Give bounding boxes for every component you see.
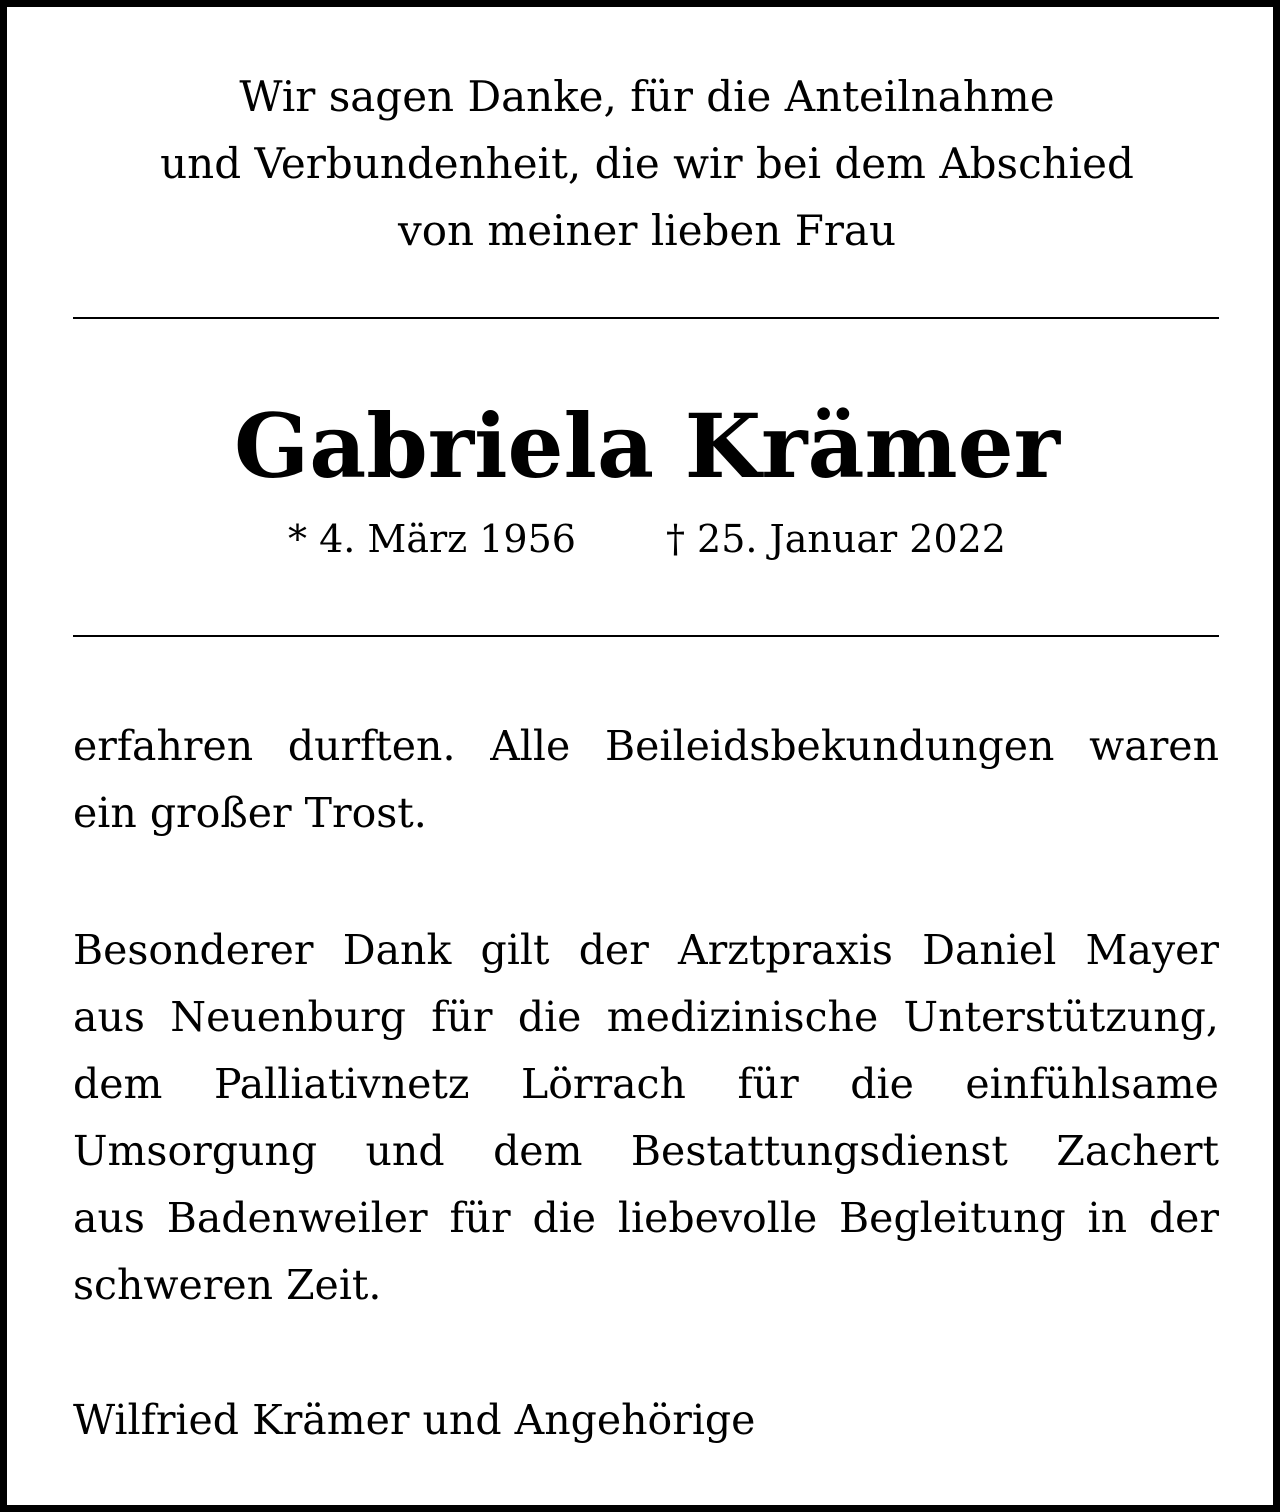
deceased-name: Gabriela Krämer: [234, 394, 1060, 498]
word: dem: [493, 1127, 583, 1175]
word: aus: [73, 993, 145, 1041]
word: Begleitung: [839, 1194, 1066, 1242]
word: waren: [1089, 722, 1219, 770]
word: Alle: [490, 722, 571, 770]
word: Daniel: [922, 926, 1057, 974]
word: erfahren: [73, 722, 254, 770]
word: die: [517, 993, 582, 1041]
bottom-divider: [73, 635, 1219, 637]
special-thanks-paragraph: [73, 917, 1219, 1319]
intro-text: [67, 63, 1227, 264]
life-dates: [67, 515, 1227, 563]
word: der: [578, 926, 649, 974]
thanks-paragraph: [73, 713, 1219, 847]
justified-line: [73, 713, 1219, 780]
word: Neuenburg: [170, 993, 406, 1041]
word: Umsorgung: [73, 1127, 318, 1175]
signature: [73, 1387, 1219, 1454]
word: aus: [73, 1194, 145, 1242]
signature-line: Wilfried Krämer und Angehörige: [73, 1396, 756, 1444]
word: Beileidsbekundungen: [605, 722, 1055, 770]
intro-line: Wir sagen Danke, für die Anteilnahme: [239, 72, 1055, 121]
word: Unterstützung,: [903, 993, 1219, 1041]
word: durften.: [287, 722, 456, 770]
word: für: [449, 1194, 511, 1242]
word: einfühlsame: [965, 1060, 1219, 1108]
death-date: † 25. Januar 2022: [665, 517, 1006, 561]
justified-line: [73, 984, 1219, 1051]
text-line: schweren Zeit.: [73, 1261, 382, 1309]
word: und: [365, 1127, 445, 1175]
word: Bestattungsdienst: [630, 1127, 1008, 1175]
intro-line: von meiner lieben Frau: [397, 206, 897, 255]
intro-line: und Verbundenheit, die wir bei dem Abschied: [160, 139, 1134, 188]
word: Besonderer: [73, 926, 314, 974]
word: gilt: [480, 926, 550, 974]
word: die: [532, 1194, 597, 1242]
word: liebevolle: [617, 1194, 818, 1242]
word: Palliativnetz: [213, 1060, 470, 1108]
word: dem: [73, 1060, 163, 1108]
justified-line: [73, 917, 1219, 984]
birth-date: * 4. März 1956: [288, 517, 576, 561]
word: Badenweiler: [166, 1194, 428, 1242]
text-line: ein großer Trost.: [73, 789, 427, 837]
word: medizinische: [606, 993, 879, 1041]
word: Lörrach: [521, 1060, 686, 1108]
word: Dank: [342, 926, 452, 974]
justified-line: [73, 1118, 1219, 1185]
word: Arztpraxis: [678, 926, 893, 974]
word: für: [737, 1060, 799, 1108]
word: für: [431, 993, 493, 1041]
word: Mayer: [1085, 926, 1219, 974]
top-divider: [73, 317, 1219, 319]
word: in: [1087, 1194, 1128, 1242]
word: Zachert: [1056, 1127, 1219, 1175]
justified-line: [73, 1185, 1219, 1252]
word: die: [850, 1060, 914, 1108]
justified-line: [73, 1051, 1219, 1118]
word: der: [1148, 1194, 1219, 1242]
